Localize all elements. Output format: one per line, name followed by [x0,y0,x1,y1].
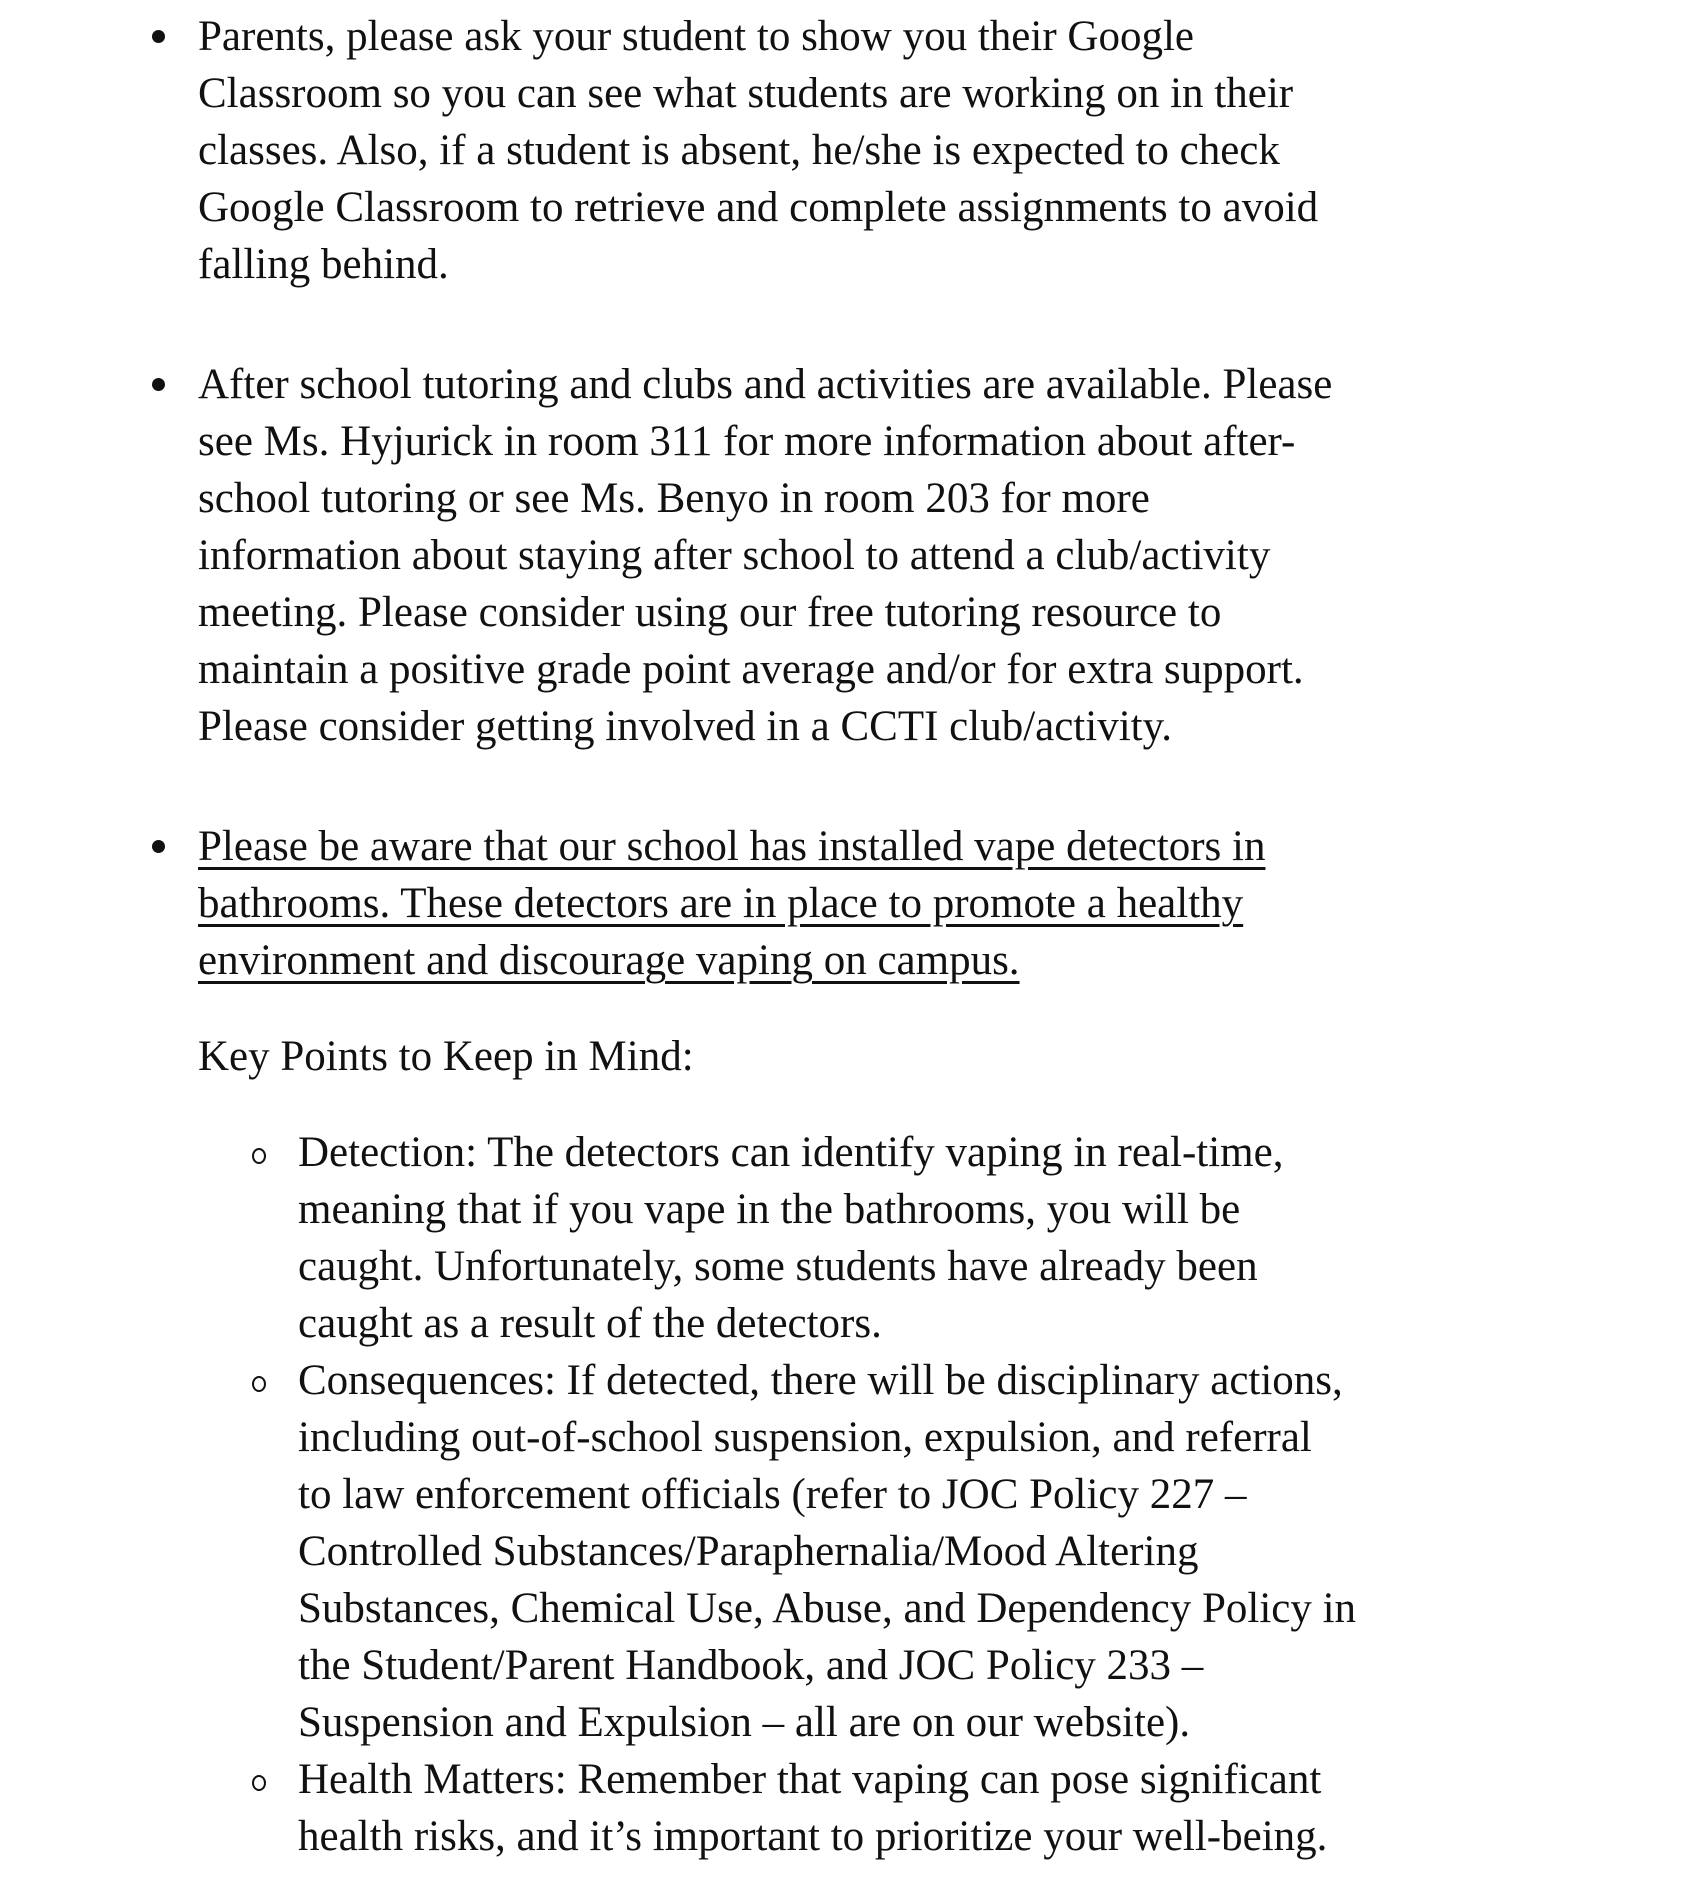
text-line: Substances, Chemical Use, Abuse, and Dependency Policy in [298,1585,1357,1632]
bullet-dot-icon [152,840,165,853]
bullet-item-after-school [198,356,1618,755]
bullet-dot-icon [152,378,165,391]
text-line: Suspension and Expulsion – all are on our website). [298,1699,1191,1746]
text-line: caught as a result of the detectors. [298,1300,882,1347]
text-line: Please consider getting involved in a CCTI club/activity. [198,703,1173,750]
text-line: Detection: The detectors can identify vaping in real-time, [298,1129,1284,1176]
text-line: information about staying after school to attend a club/activity [198,532,1271,579]
text-line: school tutoring or see Ms. Benyo in room 203 for more [198,475,1150,522]
text-line: the Student/Parent Handbook, and JOC Policy 233 – [298,1642,1204,1689]
text-line: meeting. Please consider using our free tutoring resource to [198,589,1222,636]
bullet-item-google-classroom [198,8,1618,293]
underlined-text-line: environment and discourage vaping on campus. [198,937,1020,984]
text-line: health risks, and it’s important to prioritize your well-being. [298,1813,1328,1860]
sub-item-detection [298,1124,1628,1352]
text-line: to law enforcement officials (refer to JOC Policy 227 – [298,1471,1247,1518]
text-line: Parents, please ask your student to show you their Google [198,13,1194,60]
text-line: see Ms. Hyjurick in room 311 for more information about after- [198,418,1296,465]
text-line: including out-of-school suspension, expulsion, and referral [298,1414,1312,1461]
text-line: caught. Unfortunately, some students have already been [298,1243,1258,1290]
bullet-dot-icon [152,30,165,43]
bullet-item-vape-detectors [198,818,1618,989]
text-line: Health Matters: Remember that vaping can pose significant [298,1756,1322,1803]
hollow-circle-bullet-icon [252,1775,266,1791]
text-line: Classroom so you can see what students are working on in their [198,70,1294,117]
underlined-text-line: Please be aware that our school has installed vape detectors in [198,823,1266,870]
text-line: Consequences: If detected, there will be disciplinary actions, [298,1357,1343,1404]
text-line: classes. Also, if a student is absent, he/she is expected to check [198,127,1280,174]
heading-text: Key Points to Keep in Mind: [198,1033,694,1080]
sub-item-consequences [298,1352,1628,1751]
key-points-heading [198,1028,1618,1085]
text-line: maintain a positive grade point average and/or for extra support. [198,646,1304,693]
text-line: After school tutoring and clubs and activities are available. Please [198,361,1333,408]
hollow-circle-bullet-icon [252,1376,266,1392]
hollow-circle-bullet-icon [252,1148,266,1164]
text-line: meaning that if you vape in the bathrooms, you will be [298,1186,1241,1233]
text-line: Controlled Substances/Paraphernalia/Mood Altering [298,1528,1199,1575]
sub-item-health-matters [298,1751,1628,1865]
underlined-text-line: bathrooms. These detectors are in place to promote a healthy [198,880,1244,927]
text-line: falling behind. [198,241,449,288]
text-line: Google Classroom to retrieve and complete assignments to avoid [198,184,1319,231]
